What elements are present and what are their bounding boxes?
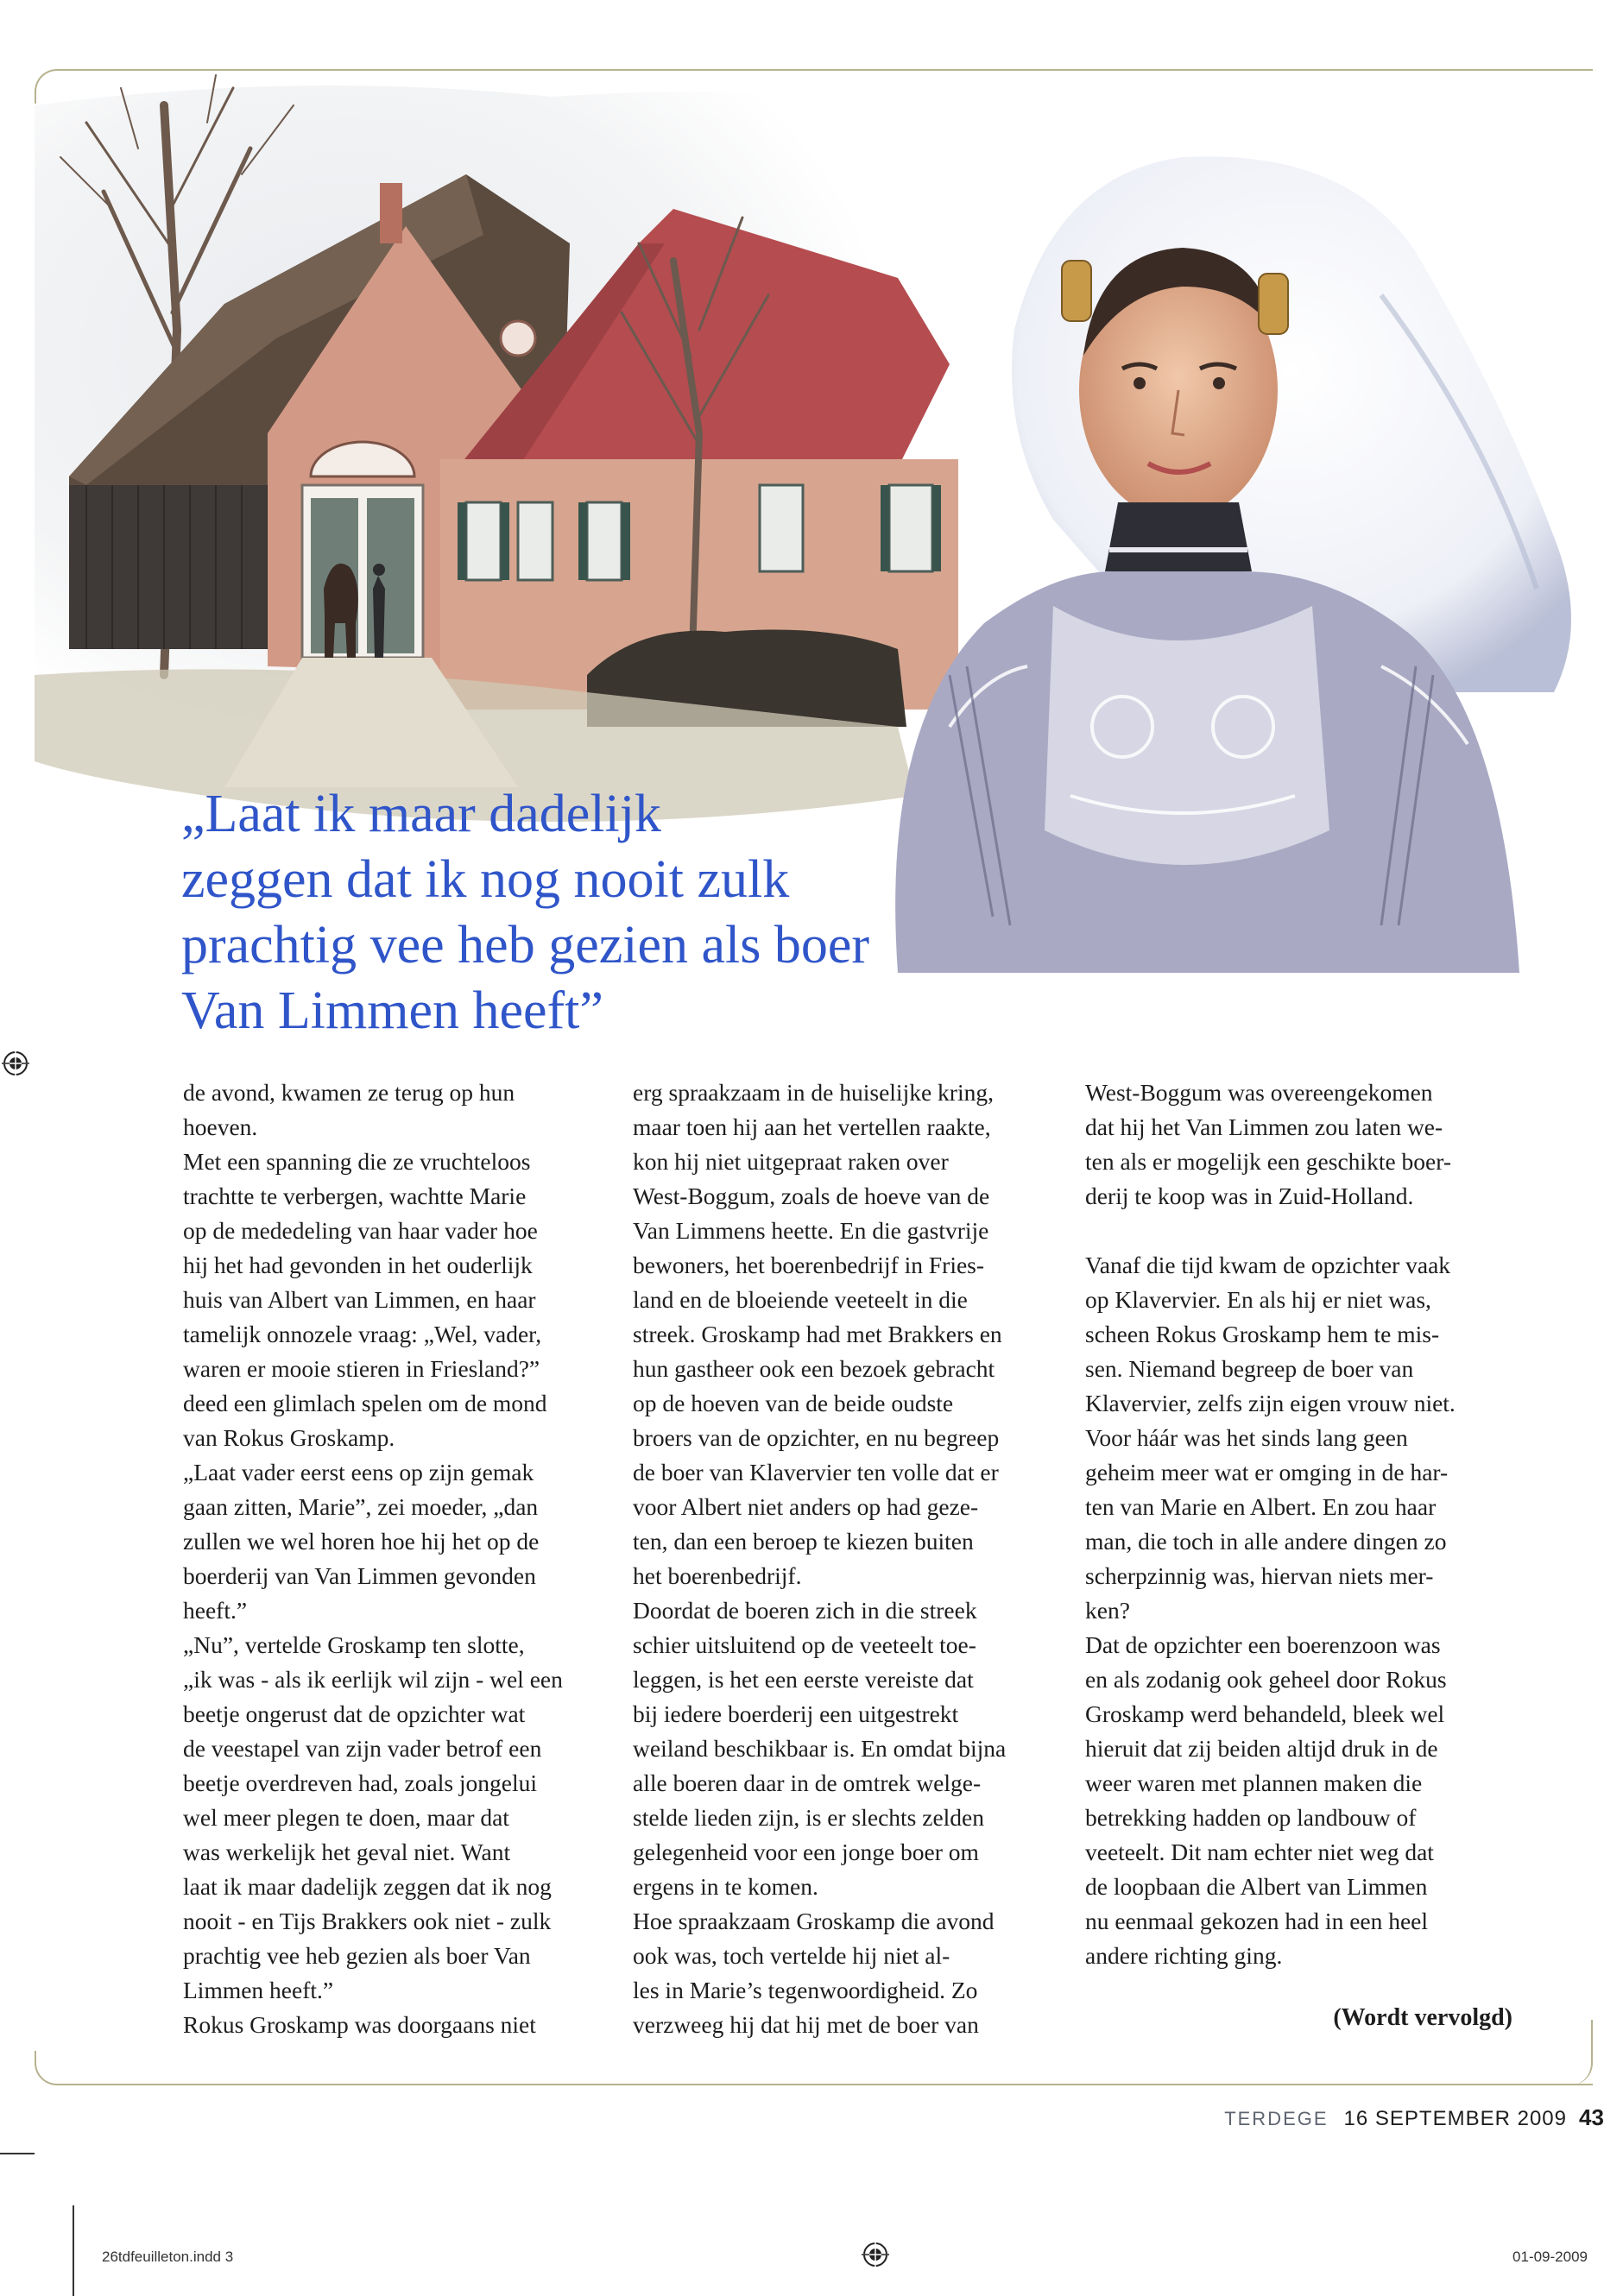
registration-mark-icon xyxy=(862,2241,889,2268)
page-footer xyxy=(1224,2104,1604,2139)
article-column-1: de avond, kwamen ze terug op hun hoeven. Met een spanning die ze vruchteloos trachtte te verbergen, wachtte Marie op de mededeling van haar vader hoe hij het had gevonden in het ouderlijk huis van Albert van Limmen, en haar tamelijk onnozele vraag: „Wel, vader, waren er mooie stieren in Friesland?” deed een glimlach spelen om de mond van Rokus Groskamp. „Laat vader eerst eens op zijn gemak gaan zitten, Marie”, zei moeder, „dan zullen we wel horen hoe hij het op de boerderij van Van Limmen gevonden heeft.” „Nu”, vertelde Groskamp ten slotte, „ik was - als ik eerlijk wil zijn - wel een beetje ongerust dat de opzichter wat de veestapel van zijn vader betrof een beetje overdreven had, zoals jongelui wel meer plegen te doen, maar dat was werkelijk het geval niet. Want laat ik maar dadelijk zeggen dat ik nog nooit - en Tijs Brakkers ook niet - zulk prachtig vee heb gezien als boer Van Limmen heeft.” Rokus Groskamp was doorgaans niet xyxy=(183,1079,563,2038)
to-be-continued-note: (Wordt vervolgd) xyxy=(1333,2004,1512,2031)
crop-mark xyxy=(73,2205,74,2296)
magazine-name: TERDEGE xyxy=(1224,2108,1329,2129)
page-frame-bottom xyxy=(35,2051,1593,2085)
slug-print-date: 01-09-2009 xyxy=(1512,2249,1588,2265)
article-column-2: erg spraakzaam in de huiselijke kring, maar toen hij aan het vertellen raakte, kon hij niet uitgepraat raken over West-Boggum, zoals de hoeve van de Van Limmens heette. En die gastvrije bewoners, het boerenbedrijf in Fries- land en de bloeiende veeteelt in die streek. Groskamp had met Brakkers en hun gastheer ook een bezoek gebracht op de hoeven van de beide oudste broers van de opzichter, en nu begreep de boer van Klavervier ten volle dat er voor Albert niet anders op had geze- ten, dan een beroep te kiezen buiten het boerenbedrijf. Doordat de boeren zich in die streek schier uitsluitend op de veeteelt toe- leggen, is het een eerste vereiste dat bij iedere boerderij een uitgestrekt weiland beschikbaar is. En omdat bijna alle boeren daar in de omtrek welge- stelde lieden zijn, is er slechts zelden gelegenheid voor een jonge boer om ergens in te komen. Hoe spraakzaam Groskamp die avond ook was, toch vertelde hij niet al- les in Marie’s tegenwoordigheid. Zo verzweeg hij dat hij met de boer van xyxy=(633,1079,1007,2038)
registration-mark-icon xyxy=(2,1050,29,1077)
slug-filename: 26tdfeuilleton.indd 3 xyxy=(102,2249,234,2265)
article-column-3: West-Boggum was overeengekomen dat hij het Van Limmen zou laten we- ten als er mogelijk een geschikte boer- derij te koop was in Zuid-Holland. Vanaf die tijd kwam de opzichter vaak op Klavervier. En als hij er niet was, scheen Rokus Groskamp hem te mis- sen. Niemand begreep de boer van Klavervier, zelfs zijn eigen vrouw niet. Voor háár was het sinds lang geen geheim meer wat er omging in de har- ten van Marie en Albert. En zou haar man, die toch in alle andere dingen zo scherpzinnig was, hiervan niets mer- ken? Dat de opzichter een boerenzoon was en als zodanig ook geheel door Rokus Groskamp werd behandeld, bleek wel hieruit dat zij beiden altijd druk in de weer waren met plannen maken die betrekking hadden op landbouw of veeteelt. Dit nam echter niet weg dat de loopbaan die Albert van Limmen nu eenmaal gekozen had in een heel andere richting ging. xyxy=(1085,1079,1456,1969)
issue-date: 16 SEPTEMBER 2009 xyxy=(1343,2107,1567,2130)
pull-quote: „Laat ik maar dadelijk zeggen dat ik nog nooit zulk prachtig vee heb gezien als boer Van Limmen heeft” xyxy=(181,785,870,1040)
crop-mark xyxy=(0,2153,35,2154)
page-number: 43 xyxy=(1579,2104,1604,2130)
